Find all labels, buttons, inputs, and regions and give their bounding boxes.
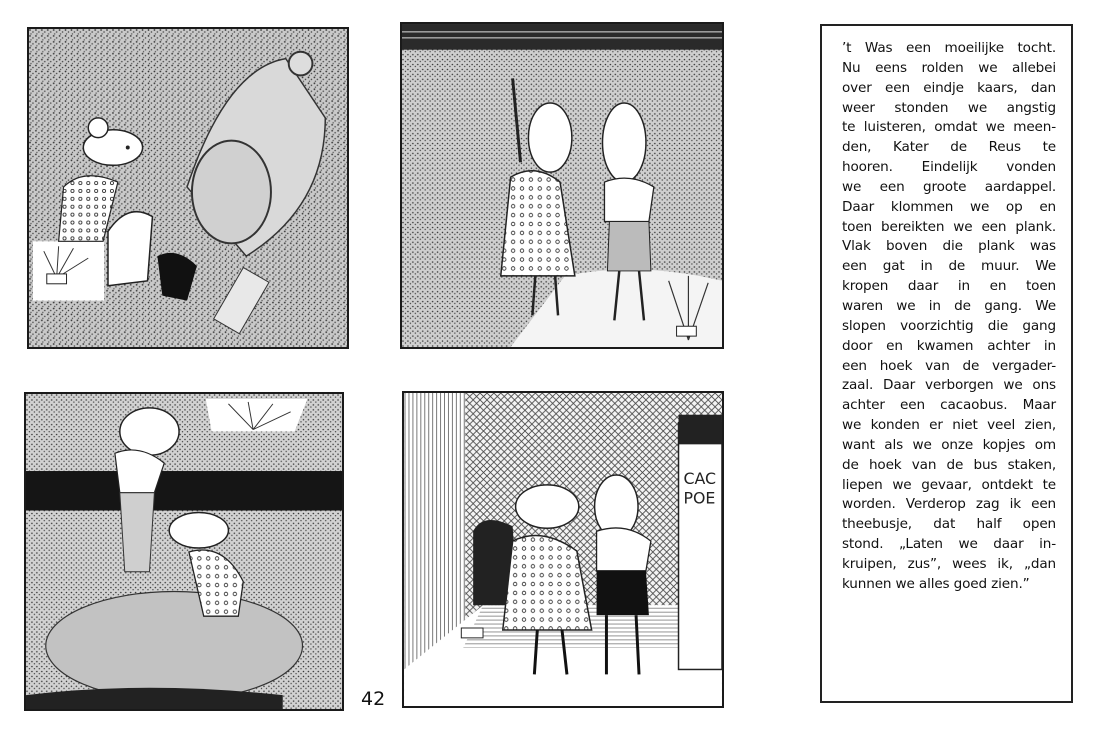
story-text-box [820,24,1073,703]
story-text-line: achter een cacaobus. Maar [842,397,1056,414]
story-text-line: den, Kater de Reus te [842,139,1056,156]
illustration-panel-3 [24,392,344,711]
page-number: 42 [361,688,386,710]
story-text-line: want als we onze kopjes om [842,436,1056,453]
tin-label-line-1: CAC [683,468,717,488]
story-text-line: slopen voorzichtig die gang [842,317,1056,334]
story-text-line: weer stonden we angstig [842,99,1056,116]
story-text-line: ’t Was een moeilijke tocht. [842,40,1056,56]
story-text-line: een hoek van de vergader- [842,357,1056,374]
story-text-line: Daar klommen we op en [842,198,1056,215]
panel-4-artwork [404,393,722,706]
panel-3-artwork [26,394,342,709]
story-text-line: we een groote aardappel. [842,178,1056,195]
story-text-line: stond. „Laten we daar in- [842,536,1056,553]
story-text-line: Vlak boven die plank was [842,238,1056,255]
story-text-line: Nu eens rolden we allebei [842,59,1056,76]
tin-label-line-2: POE [683,488,716,508]
story-text-line: kruipen, zus”, wees ik, „dan [842,555,1056,572]
story-text-line: de hoek van de bus staken, [842,456,1056,473]
story-text-line: kropen daar in en toen [842,278,1056,295]
story-text-line: liepen we gevaar, ontdekt te [842,476,1056,493]
story-text-line: theebusje, dat half open [842,516,1056,533]
story-text-line: we konden er niet veel zien, [842,417,1056,434]
story-text [842,39,1056,595]
story-text-line: een gat in de muur. We [842,258,1056,275]
story-text-line: over een eindje kaars, dan [842,79,1056,96]
illustration-panel-2 [400,22,724,349]
story-text-line: door en kwamen achter in [842,337,1056,354]
story-text-line: worden. Verderop zag ik een [842,496,1056,513]
story-text-line: waren we in de gang. We [842,297,1056,314]
story-text-line: zaal. Daar verborgen we ons [842,377,1056,394]
story-text-line: kunnen we alles goed zien.” [842,575,1030,592]
story-text-line: hooren. Eindelijk vonden [842,159,1056,176]
illustration-panel-1 [27,27,349,349]
panel-1-artwork [29,29,347,347]
illustration-panel-4 [402,391,724,708]
panel-2-artwork [402,24,722,347]
story-text-line: toen bereikten we een plank. [842,218,1056,235]
story-text-line: te luisteren, omdat we meen- [842,119,1056,136]
